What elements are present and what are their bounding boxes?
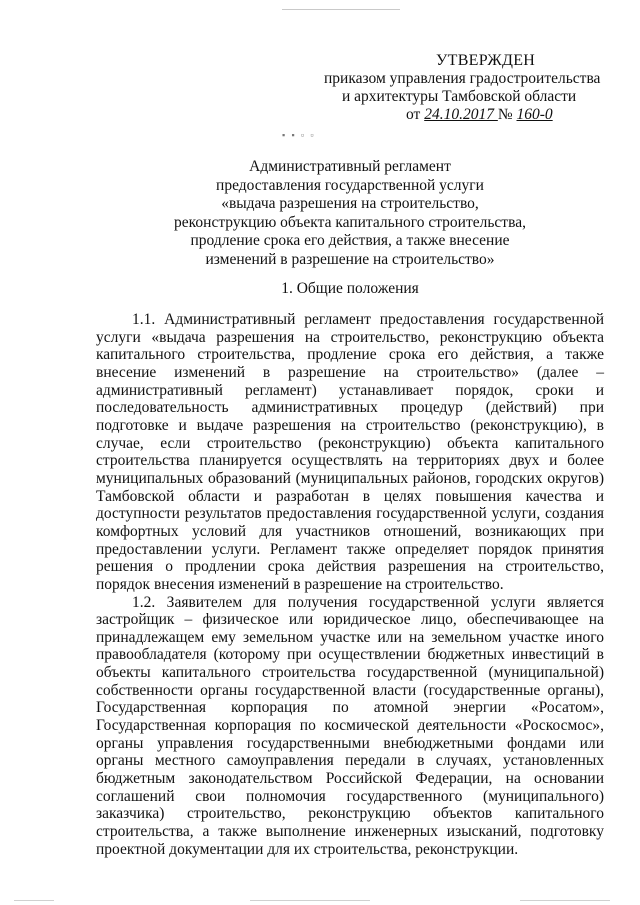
- document-title-line: Административный регламент: [249, 158, 451, 175]
- approval-line-department: и архитектуры Тамбовской области: [342, 88, 577, 105]
- document-title: [150, 158, 550, 269]
- document-body: [96, 311, 604, 858]
- document-title-line: «выдача разрешения на строительство,: [221, 195, 479, 212]
- document-title-line: реконструкцию объекта капитального строительства,: [174, 213, 526, 231]
- approval-date: 24.10.2017: [424, 106, 498, 123]
- paragraph-1-2: 1.2. Заявителем для получения государственной услуги является застройщик – физическое или юридическое лицо, обеспечивающее на принадлежащем ему земельном участке или на земельном участке иного правообладателя (которому при осуществлении бюджетных инвестиций в объекты капитального строительства государственной (муниципальной) собственности органы государственной власти (государственные органы), Государственная корпорация по атомной энергии «Росатом», Государственная корпорация по космической деятельности «Роскосмос», органы управления государственными внебюджетными фондами или органы местного самоуправления передали в случаях, установленных бюджетным законодательством Российской Федерации, на основании соглашений свои полномочия государственного (муниципального) заказчика) строительство, реконструкцию объектов капитального строительства, а также выполнение инженерных изысканий, подготовку проектной документации для их строительства, реконструкции.: [96, 593, 604, 858]
- approval-date-prefix: от: [406, 106, 425, 123]
- paragraph-1-1: 1.1. Административный регламент предоставления государственной услуги «выдача разрешения на строительство, реконструкцию объекта капитального строительства, продление срока его действия, а также внесение изменений в разрешение на строительство» (далее – административный регламент) устанавливает порядок, сроки и последовательность административных процедур (действий) при подготовке и выдаче разрешения на строительство (реконструкцию), в случае, если строительство (реконструкцию) объекта капитального строительства планируется осуществлять на территориях двух и более муниципальных образований (муниципальных районов, городских округов) Тамбовской области и разработан в целях повышения качества и доступности результатов предоставления государственной услуги, создания комфортных условий для участников отношений, возникающих при предоставлении услуги. Регламент также определяет порядок принятия решения о продлении срока действия разрешения на строительство, порядок внесения изменений в разрешение на строительство.: [96, 311, 604, 593]
- scan-artifact-bottom-right: [520, 900, 610, 901]
- section-heading: 1. Общие положения: [281, 280, 419, 297]
- document-title-line: продление срока его действия, а также внесение: [190, 232, 510, 249]
- scan-artifact-top: [282, 9, 400, 10]
- scan-artifact-bottom-left: [14, 900, 54, 901]
- document-title-line: изменений в разрешение на строительство»: [205, 250, 495, 268]
- approval-line-order: приказом управления градостроительства: [324, 70, 601, 87]
- scan-artifact-bottom-center: [250, 900, 370, 901]
- approval-title: УТВЕРЖДЕН: [436, 52, 536, 69]
- approval-date-line: [406, 106, 608, 124]
- approval-number-prefix: №: [497, 106, 517, 123]
- scan-stamp-mark: ▪ ▪ ▫ ▫: [282, 130, 316, 140]
- approval-number: 160-0: [516, 106, 553, 123]
- approval-block: [318, 52, 608, 124]
- document-title-line: предоставления государственной услуги: [216, 176, 484, 194]
